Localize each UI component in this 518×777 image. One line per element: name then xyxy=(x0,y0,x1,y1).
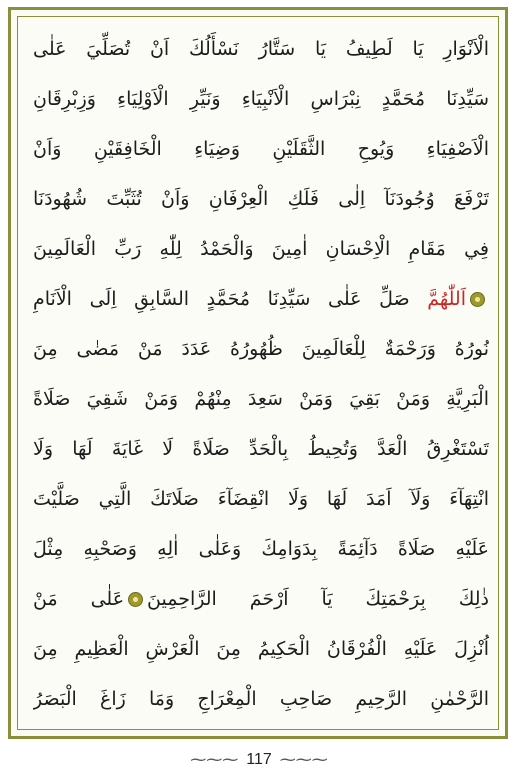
page-frame xyxy=(8,7,508,739)
text-line: سَيِّدِنَا مُحَمَّدٍ نِبْرَاسِ الْاَنْبِيَاءِ وَنَيِّرِ الْاَوْلِيَاءِ وَزِبْرِقَانِ xyxy=(33,88,489,110)
text-line: الْاَصْفِيَاءِ وَيُوحِ الثَّقَلَيْنِ وَضِيَاءِ الْخَافِقَيْنِ وَاَنْ xyxy=(33,138,489,160)
left-flourish-icon: ⁓⁓⁓ xyxy=(190,750,239,769)
text-line: عَلَيْهِ صَلَاةً دَآئِمَةً بِدَوَامِكَ وَعَلٰى اٰلِهِ وَصَحْبِهِ مِثْلَ xyxy=(33,538,489,560)
rose-ornament-icon xyxy=(470,292,485,307)
text-line: تَسْتَغْرِقُ الْعَدَّ وَتُحِيطُ بِالْحَدِّ صَلَاةً لَا غَايَةَ لَهَا وَلَا xyxy=(33,438,489,460)
text-line-with-ornament xyxy=(33,574,489,624)
text-line: الْبَرِيَّةِ وَمَنْ بَقِيَ وَمَنْ سَعِدَ مِنْهُمْ وَمَنْ شَقِيَ صَلَاةً xyxy=(33,388,489,410)
text-line: انْتِهَآءَ وَلَآ اَمَدَ لَهَا وَلَا انْقِضَآءَ صَلَاتَكَ الَّتِي صَلَّيْتَ xyxy=(33,488,489,510)
text-line: الرَّحْمٰنِ الرَّحِيمِ صَاحِبِ الْمِعْرَاجِ وَمَا زَاغَ الْبَصَرُ xyxy=(33,688,489,710)
text-line: الْاَنْوَارِ يَا لَطِيفُ يَا سَتَّارُ نَسْأَلُكَ اَنْ تُصَلِّيَ عَلٰى xyxy=(33,38,489,60)
allahumma-highlight: اَللّٰهُمَّ xyxy=(427,288,466,310)
rose-ornament-icon xyxy=(128,592,143,607)
text-line: فِي مَقَامِ الْاِحْسَانِ اٰمِينَ وَالْحَمْدُ لِلّٰهِ رَبِّ الْعَالَمِينَ xyxy=(33,238,489,260)
text-line-segment: عَلٰى مَنْ xyxy=(33,588,125,610)
text-line: اُنْزِلَ عَلَيْهِ الْفُرْقَانُ الْحَكِيمُ مِنَ الْعَرْشِ الْعَظِيمِ مِنَ xyxy=(33,638,489,660)
prayer-text xyxy=(33,24,489,724)
page-footer xyxy=(0,748,518,772)
page-number: 117 xyxy=(246,751,272,768)
text-line-with-highlight xyxy=(33,274,489,324)
text-line-segment: ذٰلِكَ بِرَحْمَتِكَ يَآ اَرْحَمَ الرَّاحِمِينَ xyxy=(147,588,489,610)
right-flourish-icon: ⁓⁓⁓ xyxy=(279,750,328,769)
text-line: نُورُهُ وَرَحْمَةٌ لِلْعَالَمِينَ ظُهُورُهُ عَدَدَ مَنْ مَضٰى مِنَ xyxy=(33,338,489,360)
text-line-segment: صَلِّ عَلٰى سَيِّدِنَا مُحَمَّدٍ السَّابِقِ اِلَى الْاَنَامِ xyxy=(33,288,410,310)
text-line: تَرْفَعَ وُجُودَنَآ اِلٰى فَلَكِ الْعِرْفَانِ وَاَنْ تُثَبِّتَ شُهُودَنَا xyxy=(33,188,489,210)
